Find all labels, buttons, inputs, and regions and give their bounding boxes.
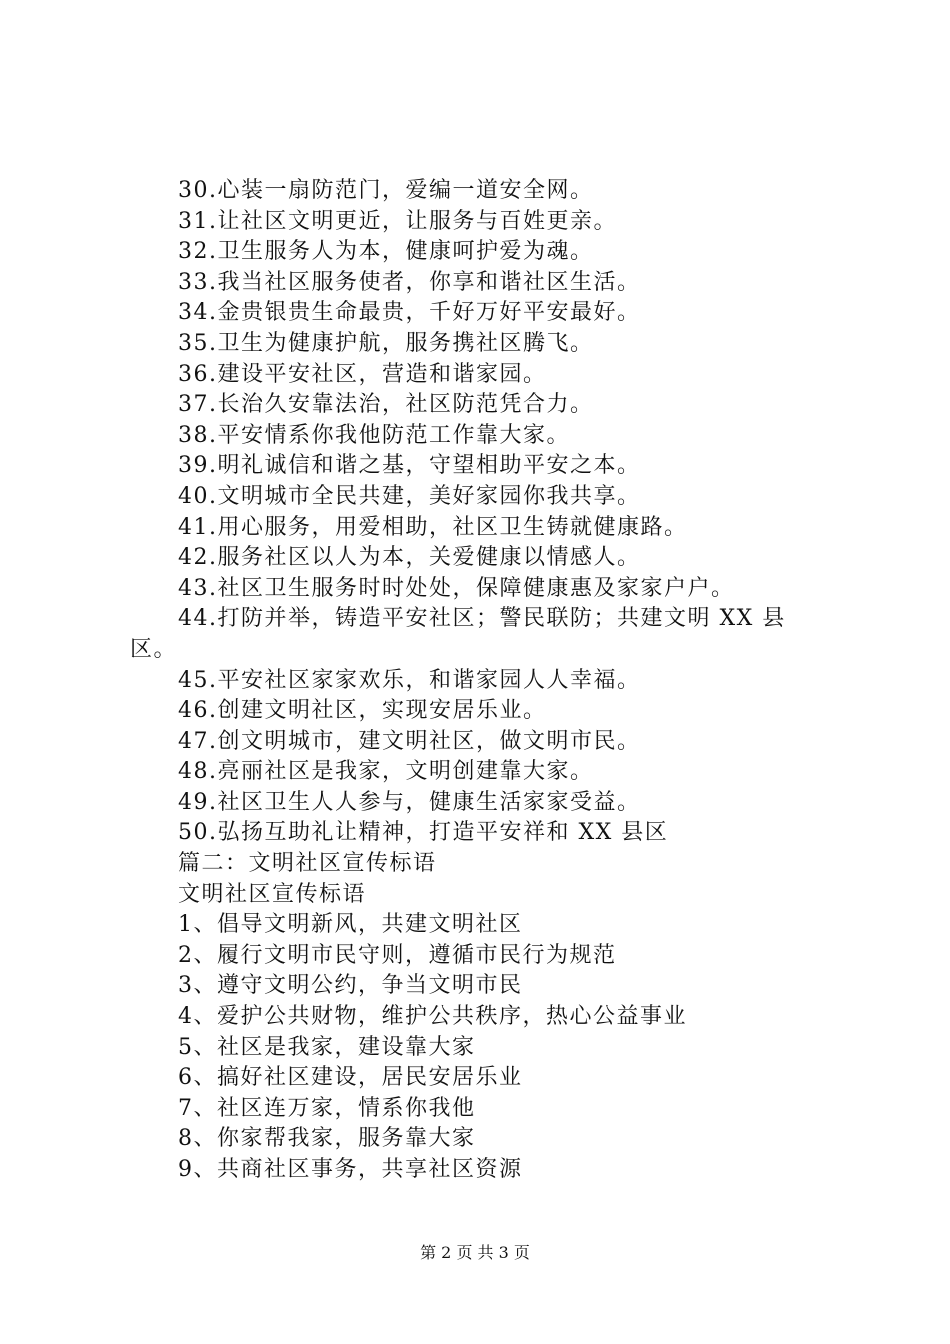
text-line: 39.明礼诚信和谐之基，守望相助平安之本。 (178, 453, 641, 479)
text-line: 2、履行文明市民守则，遵循市民行为规范 (178, 942, 617, 968)
text-line: 7、社区连万家，情系你我他 (178, 1095, 476, 1121)
section-heading: 篇二：文明社区宣传标语 (178, 851, 437, 877)
text-line: 49.社区卫生人人参与，健康生活家家受益。 (178, 789, 641, 815)
text-line: 37.长治久安靠法治，社区防范凭合力。 (178, 392, 594, 418)
text-line: 44.打防并举，铸造平安社区；警民联防；共建文明 XX 县 (178, 606, 786, 632)
page-number-footer: 第 2 页 共 3 页 (420, 1243, 530, 1262)
text-line: 4、爱护公共财物，维护公共秩序，热心公益事业 (178, 1004, 687, 1030)
text-line: 40.文明城市全民共建，美好家园你我共享。 (178, 483, 641, 509)
text-line: 1、倡导文明新风，共建文明社区 (178, 912, 523, 938)
text-line: 8、你家帮我家，服务靠大家 (178, 1126, 476, 1152)
text-line-continuation: 区。 (130, 636, 178, 662)
text-line: 47.创文明城市，建文明社区，做文明市民。 (178, 728, 641, 754)
text-line: 50.弘扬互助礼让精神，打造平安祥和 XX 县区 (178, 820, 669, 846)
text-line: 9、共商社区事务，共享社区资源 (178, 1157, 523, 1182)
text-line: 45.平安社区家家欢乐，和谐家园人人幸福。 (178, 667, 641, 693)
text-line: 30.心装一扇防范门，爱编一道安全网。 (178, 178, 594, 203)
text-line: 32.卫生服务人为本，健康呵护爱为魂。 (178, 239, 594, 265)
text-line: 34.金贵银贵生命最贵，千好万好平安最好。 (178, 300, 641, 326)
text-line: 38.平安情系你我他防范工作靠大家。 (178, 422, 570, 448)
text-line: 31.让社区文明更近，让服务与百姓更亲。 (178, 208, 617, 234)
text-line: 42.服务社区以人为本，关爱健康以情感人。 (178, 545, 641, 571)
text-line: 3、遵守文明公约，争当文明市民 (178, 973, 523, 999)
text-line: 46.创建文明社区，实现安居乐业。 (178, 698, 547, 724)
text-line: 43.社区卫生服务时时处处，保障健康惠及家家户户。 (178, 575, 735, 601)
text-line: 48.亮丽社区是我家，文明创建靠大家。 (178, 759, 594, 785)
text-line: 33.我当社区服务使者，你享和谐社区生活。 (178, 269, 641, 295)
text-line: 6、搞好社区建设，居民安居乐业 (178, 1065, 523, 1091)
text-line: 5、社区是我家，建设靠大家 (178, 1034, 476, 1060)
text-line: 36.建设平安社区，营造和谐家园。 (178, 361, 547, 387)
document-body (0, 176, 950, 1186)
text-line: 35.卫生为健康护航，服务携社区腾飞。 (178, 330, 594, 356)
text-line: 41.用心服务，用爱相助，社区卫生铸就健康路。 (178, 514, 688, 540)
section-subheading: 文明社区宣传标语 (178, 881, 367, 907)
